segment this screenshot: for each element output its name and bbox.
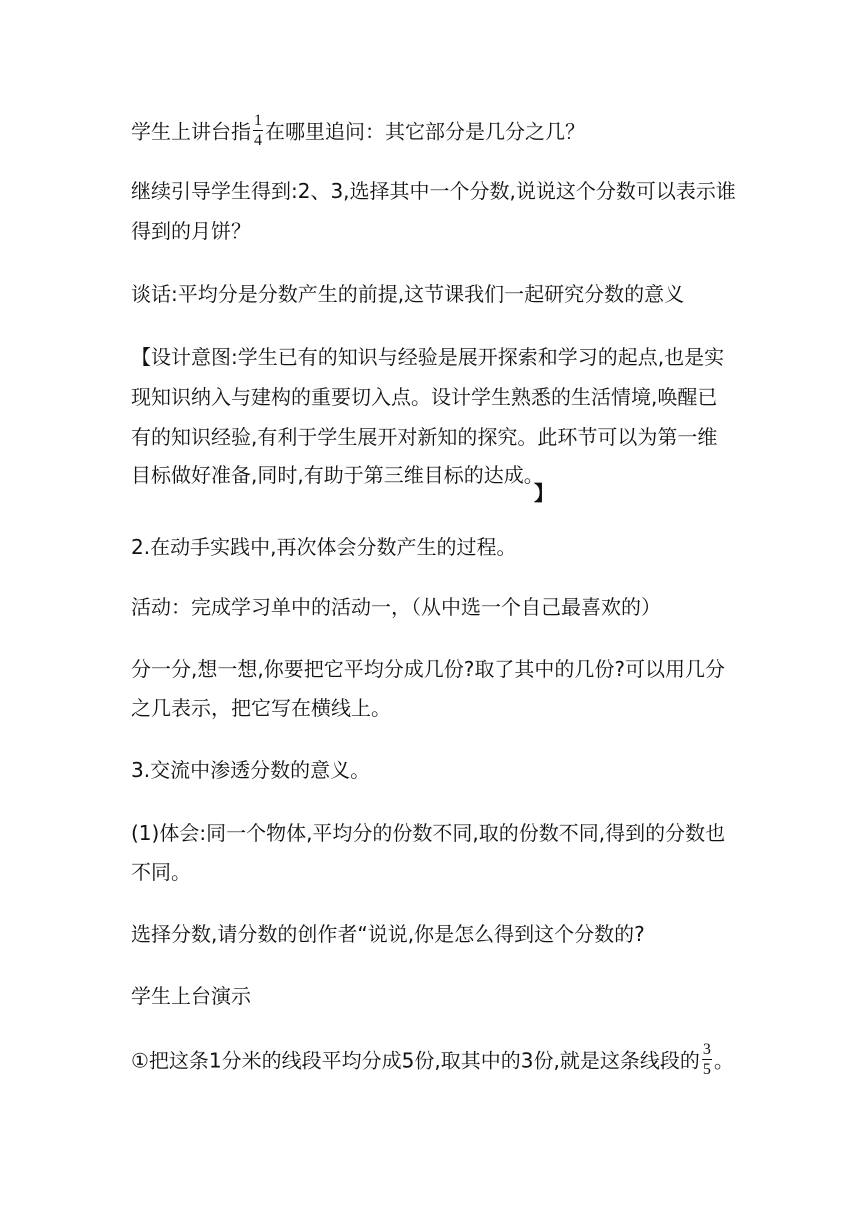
paragraph-experience-line-2: 不同。 [131,860,191,884]
paragraph-divide-line-2: 之几表示，把它写在横线上。 [131,696,391,720]
design-intent-line-4: 目标做好准备,同时,有助于第三维目标的达成。 [131,463,544,487]
text-segment: 在哪里追问：其它部分是几分之几？ [265,119,585,144]
fraction-one-quarter [253,113,263,149]
text-segment: 。 [713,1048,734,1073]
closing-bracket: 】 [534,481,554,505]
paragraph-guide-line-2: 得到的月饼？ [131,219,251,243]
text-segment: ①把这条1分米的线段平均分成5份,取其中的3份,就是这条线段的 [131,1048,700,1073]
paragraph-segment-three-fifths [131,1041,734,1080]
design-intent-line-3: 有的知识经验,有利于学生展开对新知的探究。此环节可以为第一维 [131,425,718,449]
paragraph-talk: 谈话:平均分是分数产生的前提,这节课我们一起研究分数的意义 [131,282,685,306]
text-segment: 学生上讲台指 [131,119,251,144]
paragraph-point-quarter [131,112,585,151]
section-heading-3: 3.交流中渗透分数的意义。 [131,758,371,782]
fraction-numerator: 3 [702,1041,711,1058]
design-intent-line-1: 【设计意图:学生已有的知识与经验是展开探索和学习的起点,也是实 [131,345,725,369]
paragraph-activity: 活动：完成学习单中的活动一，（从中选一个自己最喜欢的） [131,595,661,619]
paragraph-guide-line-1: 继续引导学生得到:2、3,选择其中一个分数,说说这个分数可以表示谁 [131,179,736,203]
paragraph-choose-fraction: 选择分数,请分数的创作者“说说,你是怎么得到这个分数的? [131,922,645,946]
fraction-denominator: 4 [254,132,262,149]
fraction-numerator: 1 [254,112,262,129]
paragraph-demo: 学生上台演示 [131,984,251,1008]
section-heading-2: 2.在动手实践中,再次体会分数产生的过程。 [131,535,517,559]
paragraph-experience-line-1: (1)体会:同一个物体,平均分的份数不同,取的份数不同,得到的分数也 [131,821,726,845]
fraction-three-fifths [702,1042,712,1078]
fraction-denominator: 5 [702,1061,711,1078]
design-intent-line-2: 现知识纳入与建构的重要切入点。设计学生熟悉的生活情境,唤醒已 [131,385,718,409]
paragraph-divide-line-1: 分一分,想一想,你要把它平均分成几份?取了其中的几份?可以用几分 [131,657,725,681]
